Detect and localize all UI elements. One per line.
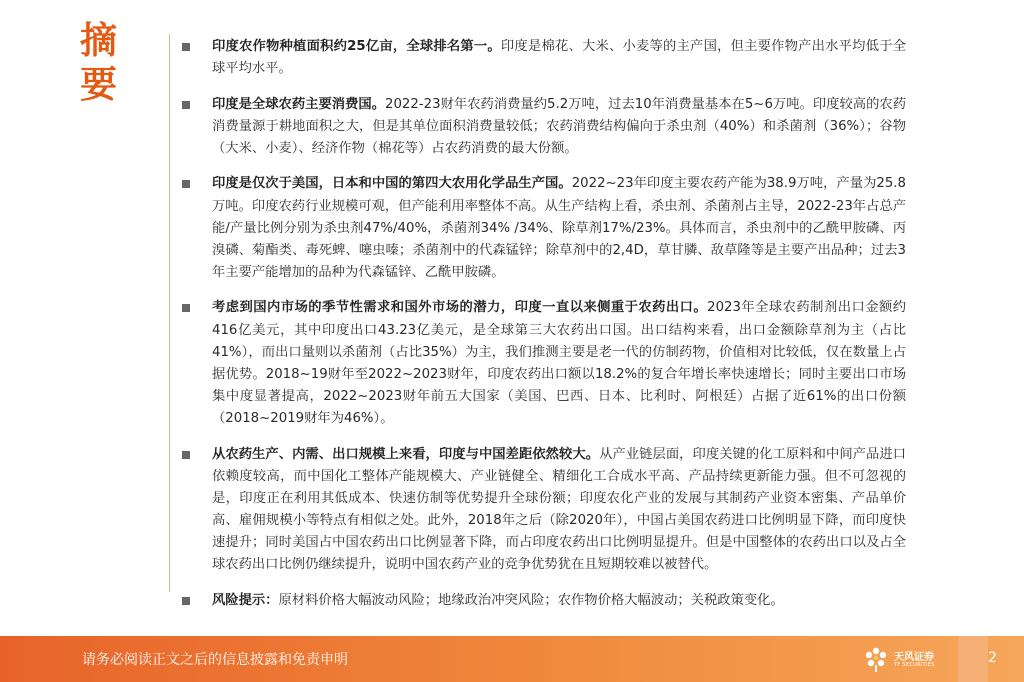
square-bullet-icon <box>182 43 190 51</box>
title-char-1: 摘 <box>80 18 117 62</box>
disclaimer-text: 请务必阅读正文之后的信息披露和免责申明 <box>82 652 348 668</box>
list-item-lead: 考虑到国内市场的季节性需求和国外市场的潜力，印度一直以来侧重于农药出口。 <box>212 300 708 316</box>
square-bullet-icon <box>182 597 190 605</box>
risk-body: 原材料价格大幅波动风险；地缘政治冲突风险；农作物价格大幅波动；关税政策变化。 <box>278 592 784 608</box>
list-item <box>182 297 906 430</box>
page-title <box>80 18 124 106</box>
list-item-text <box>212 590 906 612</box>
list-item-body: 2023年全球农药制剂出口金额约416亿美元，其中印度出口43.23亿美元，是全球第三大农药出口国。出口结构来看，出口金额除草剂为主（占比41%），而出口量则以杀菌剂（占比35%）为主，我们推测主要是老一代的仿制药物，价值相对比较低，仅在数量上占据优势。2018~19财年至2022~2023财年，印度农药出口额以18.2%的复合年增长率快速增长；同时主要出口市场集中度显著提高，2022~2023财年前五大国家（美国、巴西、日本、比利时、阿根廷）占据了近61%的出口份额（2018~2019财年为46%）。 <box>212 300 907 426</box>
list-item-body: 印度是棉花、大米、小麦等的主产国，但主要作物产出水平均低于全球平均水平。 <box>212 39 906 77</box>
list-item-lead: 印度农作物种植面积约25亿亩，全球排名第一。 <box>212 39 501 54</box>
square-bullet-icon <box>182 304 190 312</box>
list-item-body: 从产业链层面，印度关键的化工原料和中间产品进口依赖度较高，而中国化工整体产能规模大、产业链健全、精细化工合成水平高、产品持续更新能力强。但不可忽视的是，印度正在利用其低成本、快速仿制等优势提升全球份额；印度农化产业的发展与其制药产业资本密集、产品单价高、雇佣规模小等特点有相似之处。此外，2018年之后（除2020年），中国占美国农药进口比例明显下降，而印度快速提升；同时美国占中国农药出口比例显著下降，而占印度农药出口比例明显提升。但是中国整体的农药出口以及占全球农药出口比例仍继续提升，说明中国农药产业的竞争优势犹在且短期较难以被替代。 <box>212 446 907 572</box>
list-item-lead: 印度是仅次于美国，日本和中国的第四大农用化学品生产国。 <box>212 176 572 192</box>
title-char-2: 要 <box>80 62 117 106</box>
list-item-lead: 印度是全球农药主要消费国。 <box>212 96 386 112</box>
list-item <box>182 173 906 283</box>
logo-text-cn: 天风证券 <box>894 652 934 663</box>
list-item-text <box>212 94 906 160</box>
vertical-divider <box>169 34 170 592</box>
summary-list <box>182 36 906 625</box>
flower-logo-icon <box>862 645 890 673</box>
list-item-text <box>212 173 906 283</box>
square-bullet-icon <box>182 451 190 459</box>
square-bullet-icon <box>182 180 190 188</box>
list-item-body: 2022-23财年农药消费量约5.2万吨，过去10年消费量基本在5~6万吨。印度较高的农药消费量源于耕地面积之大，但是其单位面积消费量较低；农药消费结构偏向于杀虫剂（40%）和杀菌剂（36%）；谷物（大米、小麦）、经济作物（棉花等）占农药消费的最大份额。 <box>212 96 906 156</box>
list-item-lead: 从农药生产、内需、出口规模上来看，印度与中国差距依然较大。 <box>212 446 600 462</box>
footer-bar <box>0 636 1024 682</box>
page-number-block <box>958 636 988 682</box>
page-number: 2 <box>988 650 997 666</box>
company-logo <box>862 645 942 675</box>
list-item-body: 2022~23年印度主要农药产能为38.9万吨，产量为25.8万吨。印度农药行业规模可观，但产能利用率整体不高。从生产结构上看，杀虫剂、杀菌剂占主导，2022-23年占总产能/产量比例分别为杀虫剂47%/40%，杀菌剂34% /34%、除草剂17%/23%。具体而言，杀虫剂中的乙酰甲胺磷、丙溴磷、菊酯类、毒死蜱、噻虫嗪；杀菌剂中的代森锰锌；除草剂中的2,4D，草甘膦、敌草隆等是主要产出品种；过去3年主要产能增加的品种为代森锰锌、乙酰甲胺磷。 <box>212 176 906 280</box>
risk-item <box>182 590 906 612</box>
list-item-text <box>212 297 906 430</box>
risk-label: 风险提示： <box>212 592 279 608</box>
list-item-text <box>212 444 906 577</box>
list-item <box>182 94 906 160</box>
square-bullet-icon <box>182 101 190 109</box>
list-item-text <box>212 36 906 80</box>
list-item <box>182 444 906 577</box>
list-item <box>182 36 906 80</box>
logo-text-en: TF SECURITIES <box>894 662 935 668</box>
